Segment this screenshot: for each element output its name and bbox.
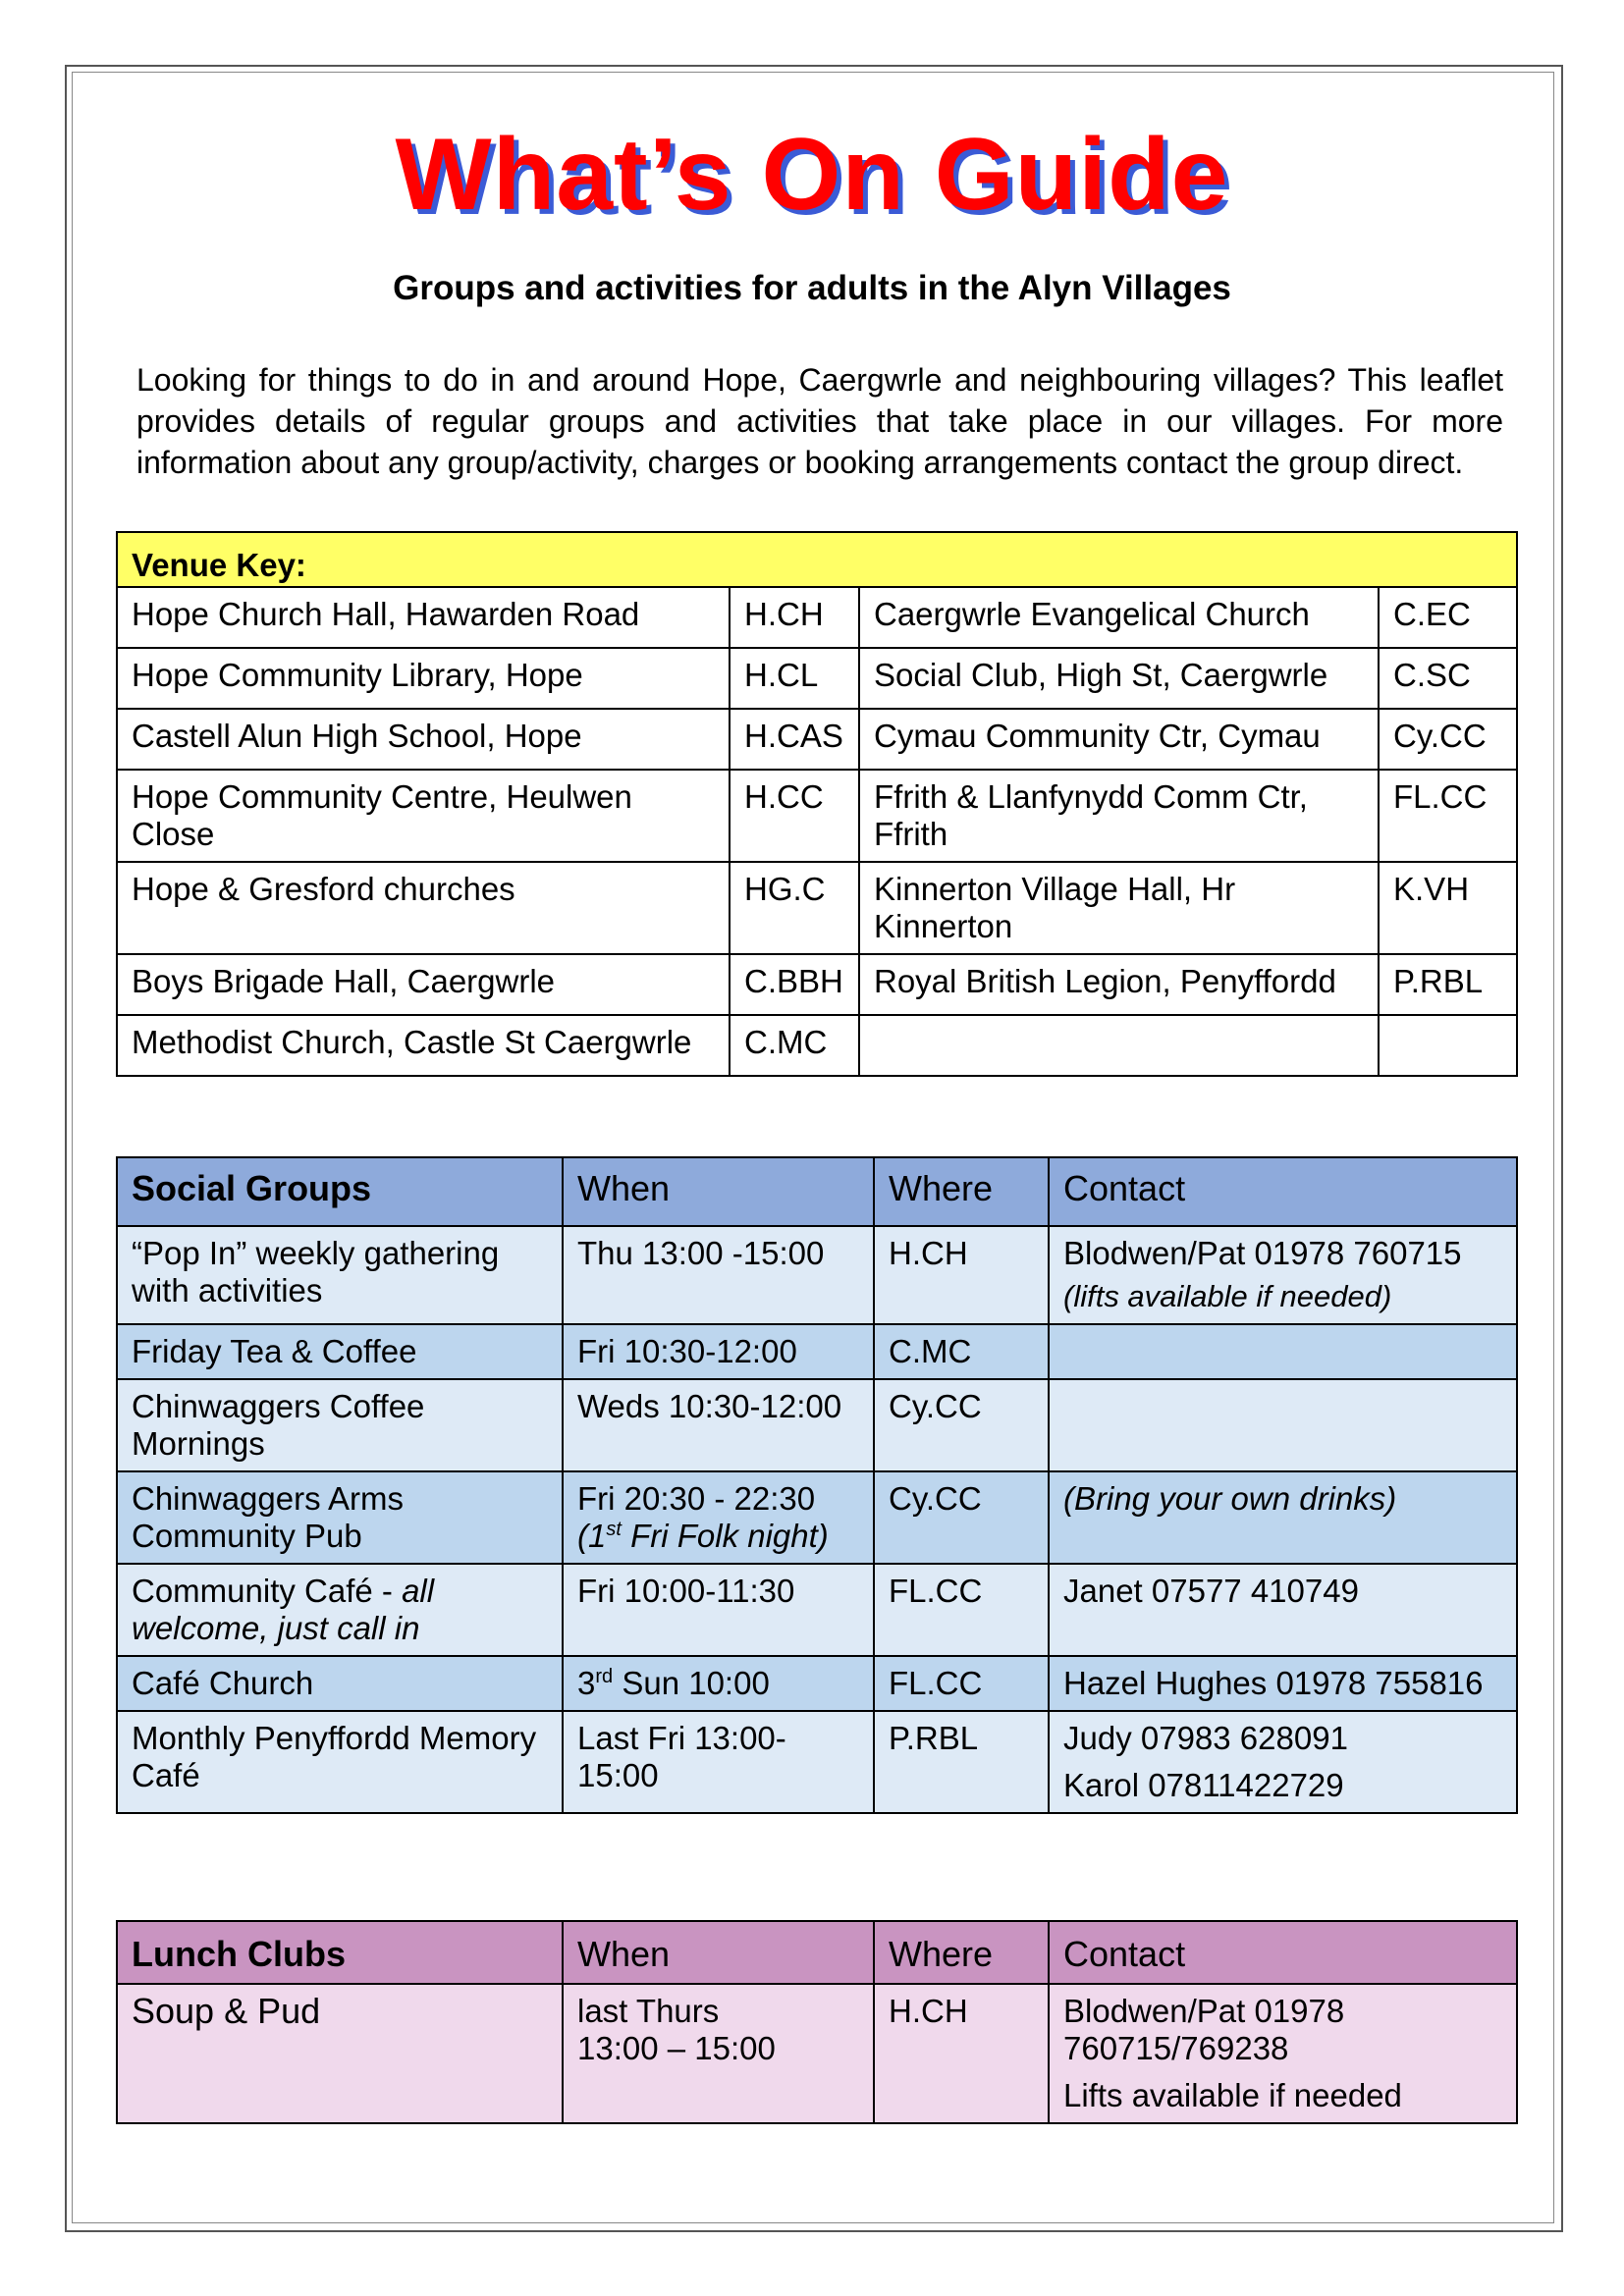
contact-note: (lifts available if needed) <box>1063 1279 1392 1313</box>
venue-code: C.EC <box>1379 587 1517 648</box>
contact-text: Blodwen/Pat 01978 760715/769238 <box>1063 1993 1345 2066</box>
table-row <box>117 1656 1517 1711</box>
venue-code: C.SC <box>1379 648 1517 709</box>
venue-code <box>1379 1015 1517 1076</box>
venue-name: Hope Community Library, Hope <box>117 648 730 709</box>
social-groups-table <box>116 1156 1518 1814</box>
group-name: “Pop In” weekly gathering with activities <box>117 1226 563 1324</box>
venue-row <box>117 587 1517 648</box>
venue-name: Social Club, High St, Caergwrle <box>859 648 1379 709</box>
venue-name: Kinnerton Village Hall, Hr Kinnerton <box>859 862 1379 954</box>
group-name: Monthly Penyffordd Memory Café <box>117 1711 563 1813</box>
venue-code: C.MC <box>730 1015 859 1076</box>
group-when: Thu 13:00 -15:00 <box>563 1226 874 1324</box>
group-where: C.MC <box>874 1324 1049 1379</box>
lunch-clubs-heading: Lunch Clubs <box>117 1921 563 1984</box>
contact-note: Lifts available if needed <box>1063 2077 1402 2113</box>
group-name: Café Church <box>117 1656 563 1711</box>
venue-name: Royal British Legion, Penyffordd <box>859 954 1379 1015</box>
where-column-header: Where <box>874 1157 1049 1226</box>
group-contact: (Bring your own drinks) <box>1049 1471 1517 1564</box>
social-groups-heading: Social Groups <box>117 1157 563 1226</box>
table-row <box>117 1324 1517 1379</box>
venue-name: Hope Church Hall, Hawarden Road <box>117 587 730 648</box>
club-contact <box>1049 1984 1517 2123</box>
venue-row <box>117 709 1517 770</box>
group-name: Chinwaggers Coffee Mornings <box>117 1379 563 1471</box>
page-title: What’s On Guide <box>395 118 1229 232</box>
group-where: FL.CC <box>874 1656 1049 1711</box>
venue-key-heading-row <box>117 532 1517 587</box>
venue-code: H.CH <box>730 587 859 648</box>
where-column-header: Where <box>874 1921 1049 1984</box>
venue-row <box>117 648 1517 709</box>
group-when: Fri 10:00-11:30 <box>563 1564 874 1656</box>
group-name: Friday Tea & Coffee <box>117 1324 563 1379</box>
venue-code: H.CL <box>730 648 859 709</box>
group-contact: Janet 07577 410749 <box>1049 1564 1517 1656</box>
club-name: Soup & Pud <box>117 1984 563 2123</box>
group-where: P.RBL <box>874 1711 1049 1813</box>
when-column-header: When <box>563 1921 874 1984</box>
group-contact <box>1049 1379 1517 1471</box>
group-where: Cy.CC <box>874 1471 1049 1564</box>
venue-name: Boys Brigade Hall, Caergwrle <box>117 954 730 1015</box>
venue-name: Cymau Community Ctr, Cymau <box>859 709 1379 770</box>
club-where: H.CH <box>874 1984 1049 2123</box>
group-where: FL.CC <box>874 1564 1049 1656</box>
venue-name <box>859 1015 1379 1076</box>
group-contact <box>1049 1226 1517 1324</box>
lunch-clubs-table <box>116 1920 1518 2124</box>
contact-column-header: Contact <box>1049 1157 1517 1226</box>
venue-row <box>117 770 1517 862</box>
venue-name: Methodist Church, Castle St Caergwrle <box>117 1015 730 1076</box>
group-where: H.CH <box>874 1226 1049 1324</box>
venue-name: Caergwrle Evangelical Church <box>859 587 1379 648</box>
venue-row <box>117 862 1517 954</box>
venue-code: HG.C <box>730 862 859 954</box>
venue-code: H.CC <box>730 770 859 862</box>
group-name: Chinwaggers Arms Community Pub <box>117 1471 563 1564</box>
venue-name: Hope Community Centre, Heulwen Close <box>117 770 730 862</box>
contact-text: Blodwen/Pat 01978 760715 <box>1063 1235 1462 1271</box>
venue-name: Castell Alun High School, Hope <box>117 709 730 770</box>
social-groups-header-row <box>117 1157 1517 1226</box>
table-row <box>117 1226 1517 1324</box>
venue-code: H.CAS <box>730 709 859 770</box>
group-when: 3rd Sun 10:00 <box>563 1656 874 1711</box>
when-note: (1st Fri Folk night) <box>577 1518 829 1554</box>
venue-name: Ffrith & Llanfynydd Comm Ctr, Ffrith <box>859 770 1379 862</box>
group-where: Cy.CC <box>874 1379 1049 1471</box>
page-subtitle: Groups and activities for adults in the Alyn Villages <box>393 269 1231 307</box>
venue-key-table <box>116 531 1518 1077</box>
venue-code: K.VH <box>1379 862 1517 954</box>
venue-row <box>117 954 1517 1015</box>
group-when: Last Fri 13:00-15:00 <box>563 1711 874 1813</box>
group-when: Fri 10:30-12:00 <box>563 1324 874 1379</box>
contact-text-2: Karol 07811422729 <box>1063 1767 1344 1803</box>
table-row <box>117 1984 1517 2123</box>
table-row <box>117 1711 1517 1813</box>
group-name: Community Café - all welcome, just call in <box>117 1564 563 1656</box>
group-contact: Hazel Hughes 01978 755816 <box>1049 1656 1517 1711</box>
venue-key-heading: Venue Key: <box>117 532 1517 587</box>
lunch-clubs-header-row <box>117 1921 1517 1984</box>
table-row <box>117 1379 1517 1471</box>
venue-code: P.RBL <box>1379 954 1517 1015</box>
venue-code: Cy.CC <box>1379 709 1517 770</box>
venue-row <box>117 1015 1517 1076</box>
contact-text: Judy 07983 628091 <box>1063 1720 1348 1756</box>
venue-code: FL.CC <box>1379 770 1517 862</box>
group-when <box>563 1471 874 1564</box>
table-row <box>117 1564 1517 1656</box>
intro-paragraph: Looking for things to do in and around Hope, Caergwrle and neighbouring villages? This leaflet provides details of regular groups and activities that take place in our villages. For more information about any group/activity, charges or booking arrangements contact the group direct. <box>136 362 1503 480</box>
club-when: last Thurs 13:00 – 15:00 <box>563 1984 874 2123</box>
venue-code: C.BBH <box>730 954 859 1015</box>
group-contact <box>1049 1324 1517 1379</box>
venue-name: Hope & Gresford churches <box>117 862 730 954</box>
when-column-header: When <box>563 1157 874 1226</box>
table-row <box>117 1471 1517 1564</box>
contact-column-header: Contact <box>1049 1921 1517 1984</box>
group-contact <box>1049 1711 1517 1813</box>
when-text: Fri 20:30 - 22:30 <box>577 1480 816 1517</box>
group-when: Weds 10:30-12:00 <box>563 1379 874 1471</box>
